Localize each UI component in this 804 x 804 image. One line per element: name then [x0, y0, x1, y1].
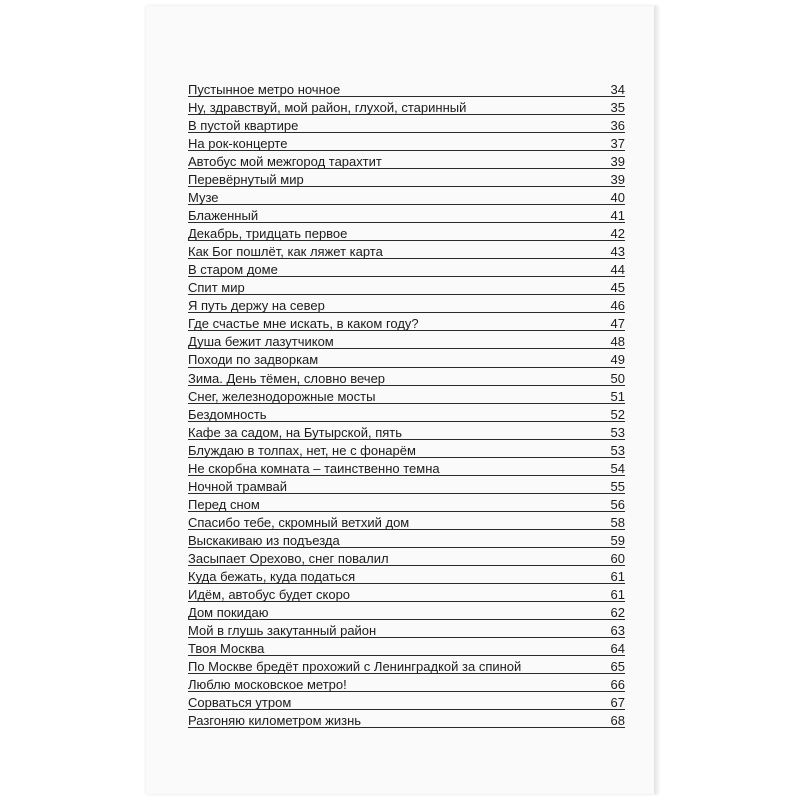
toc-entry-title: По Москве бредёт прохожий с Ленинградкой за спиной	[188, 659, 522, 674]
toc-entry-page: 41	[610, 208, 625, 224]
toc-entry-page: 66	[610, 677, 625, 693]
toc-entry-page: 68	[610, 713, 625, 729]
toc-entry-title: Я путь держу на север	[188, 298, 325, 314]
toc-entry-title: В пустой квартире	[188, 118, 299, 134]
toc-entry-title: Где счастье мне искать, в каком году?	[188, 316, 419, 332]
toc-entry	[188, 261, 625, 279]
toc-entry	[188, 225, 625, 243]
toc-entry-page: 63	[610, 622, 625, 638]
toc-entry-title: Бездомность	[188, 406, 267, 422]
toc-entry-title: Кафе за садом, на Бутырской, пять	[188, 424, 402, 440]
toc-entry-page: 39	[610, 172, 625, 188]
toc-entry-page: 47	[610, 316, 625, 332]
toc-entry-title: Ночной трамвай	[188, 478, 287, 494]
toc-entry	[188, 640, 625, 658]
toc-entry-title: Куда бежать, куда податься	[188, 568, 356, 584]
toc-entry	[188, 99, 625, 117]
toc-entry-title: Декабрь, тридцать первое	[188, 226, 348, 242]
toc-entry-title: Засыпает Орехово, снег повалил	[188, 550, 389, 566]
toc-entry-title: Как Бог пошлёт, как ляжет карта	[188, 244, 383, 260]
toc-entry-page: 53	[610, 424, 625, 440]
toc-entry	[188, 424, 625, 442]
toc-entry-page: 46	[610, 298, 625, 314]
toc-entry-title: Музе	[188, 190, 219, 206]
toc-entry-page: 61	[610, 568, 625, 584]
toc-entry-title: Снег, железнодорожные мосты	[188, 388, 376, 404]
toc-entry-page: 59	[610, 532, 625, 548]
toc-entry	[188, 370, 625, 388]
toc-entry-page: 62	[610, 604, 625, 620]
toc-entry-page: 36	[610, 118, 625, 134]
toc-entry	[188, 406, 625, 424]
toc-entry	[188, 604, 625, 622]
toc-entry-page: 43	[610, 244, 625, 260]
toc-entry	[188, 388, 625, 406]
toc-entry	[188, 189, 625, 207]
toc-entry	[188, 550, 625, 568]
toc-entry-title: Спасибо тебе, скромный ветхий дом	[188, 514, 410, 530]
toc-entry	[188, 460, 625, 478]
toc-entry	[188, 694, 625, 712]
toc-entry-page: 34	[610, 82, 625, 97]
table-of-contents	[188, 81, 625, 730]
toc-entry-title: Разгоняю километром жизнь	[188, 713, 362, 729]
toc-entry-page: 35	[610, 100, 625, 116]
toc-entry	[188, 712, 625, 730]
toc-entry-title: Походи по задворкам	[188, 352, 319, 368]
toc-entry-title: Сорваться утром	[188, 695, 292, 711]
toc-entry-page: 56	[610, 496, 625, 512]
toc-entry-page: 49	[610, 352, 625, 368]
toc-entry-title: Душа бежит лазутчиком	[188, 334, 334, 350]
toc-entry	[188, 568, 625, 586]
toc-entry-page: 42	[610, 226, 625, 242]
toc-entry-title: Перевёрнутый мир	[188, 172, 304, 188]
toc-entry	[188, 279, 625, 297]
toc-entry-title: Твоя Москва	[188, 640, 265, 656]
toc-entry-title: Люблю московское метро!	[188, 677, 347, 693]
toc-entry	[188, 532, 625, 550]
toc-entry	[188, 622, 625, 640]
toc-entry	[188, 81, 625, 99]
toc-entry-title: Мой в глушь закутанный район	[188, 622, 377, 638]
toc-entry	[188, 207, 625, 225]
toc-entry-page: 67	[610, 695, 625, 711]
toc-entry	[188, 315, 625, 333]
toc-entry-title: Дом покидаю	[188, 604, 269, 620]
toc-entry-page: 65	[610, 659, 625, 674]
toc-entry	[188, 478, 625, 496]
toc-entry-page: 60	[610, 550, 625, 566]
toc-entry-page: 48	[610, 334, 625, 350]
toc-entry	[188, 297, 625, 315]
toc-entry	[188, 117, 625, 135]
toc-entry-page: 61	[610, 586, 625, 602]
toc-entry-page: 50	[610, 370, 625, 386]
toc-entry-title: Блаженный	[188, 208, 259, 224]
toc-entry-title: В старом доме	[188, 262, 278, 278]
toc-entry-title: Перед сном	[188, 496, 260, 512]
toc-entry-page: 39	[610, 154, 625, 170]
toc-entry	[188, 496, 625, 514]
toc-entry-page: 44	[610, 262, 625, 278]
toc-entry-page: 51	[610, 388, 625, 404]
toc-entry-title: Пустынное метро ночное	[188, 82, 341, 97]
toc-entry	[188, 658, 625, 676]
toc-entry	[188, 171, 625, 189]
toc-entry-page: 37	[610, 136, 625, 152]
toc-entry-title: Не скорбна комната – таинственно темна	[188, 460, 440, 476]
toc-entry-page: 53	[610, 442, 625, 458]
toc-entry-page: 52	[610, 406, 625, 422]
toc-entry	[188, 676, 625, 694]
toc-entry	[188, 333, 625, 351]
toc-entry-title: Выскакиваю из подъезда	[188, 532, 340, 548]
toc-entry-title: Автобус мой межгород тарахтит	[188, 154, 382, 170]
toc-entry-title: На рок-концерте	[188, 136, 288, 152]
toc-entry-page: 64	[610, 640, 625, 656]
toc-entry-title: Спит мир	[188, 280, 245, 296]
toc-entry-title: Идём, автобус будет скоро	[188, 586, 351, 602]
toc-entry-page: 54	[610, 460, 625, 476]
toc-entry	[188, 135, 625, 153]
toc-entry	[188, 586, 625, 604]
toc-entry-page: 45	[610, 280, 625, 296]
toc-entry-page: 58	[610, 514, 625, 530]
toc-entry	[188, 153, 625, 171]
toc-entry-title: Зима. День тёмен, словно вечер	[188, 370, 386, 386]
toc-entry-title: Блуждаю в толпах, нет, не с фонарём	[188, 442, 416, 458]
toc-entry	[188, 442, 625, 460]
toc-entry-page: 40	[610, 190, 625, 206]
toc-entry	[188, 243, 625, 261]
toc-entry-title: Ну, здравствуй, мой район, глухой, старинный	[188, 100, 467, 116]
page-edge-shadow	[654, 6, 658, 794]
toc-entry-page: 55	[610, 478, 625, 494]
toc-entry	[188, 351, 625, 369]
toc-entry	[188, 514, 625, 532]
